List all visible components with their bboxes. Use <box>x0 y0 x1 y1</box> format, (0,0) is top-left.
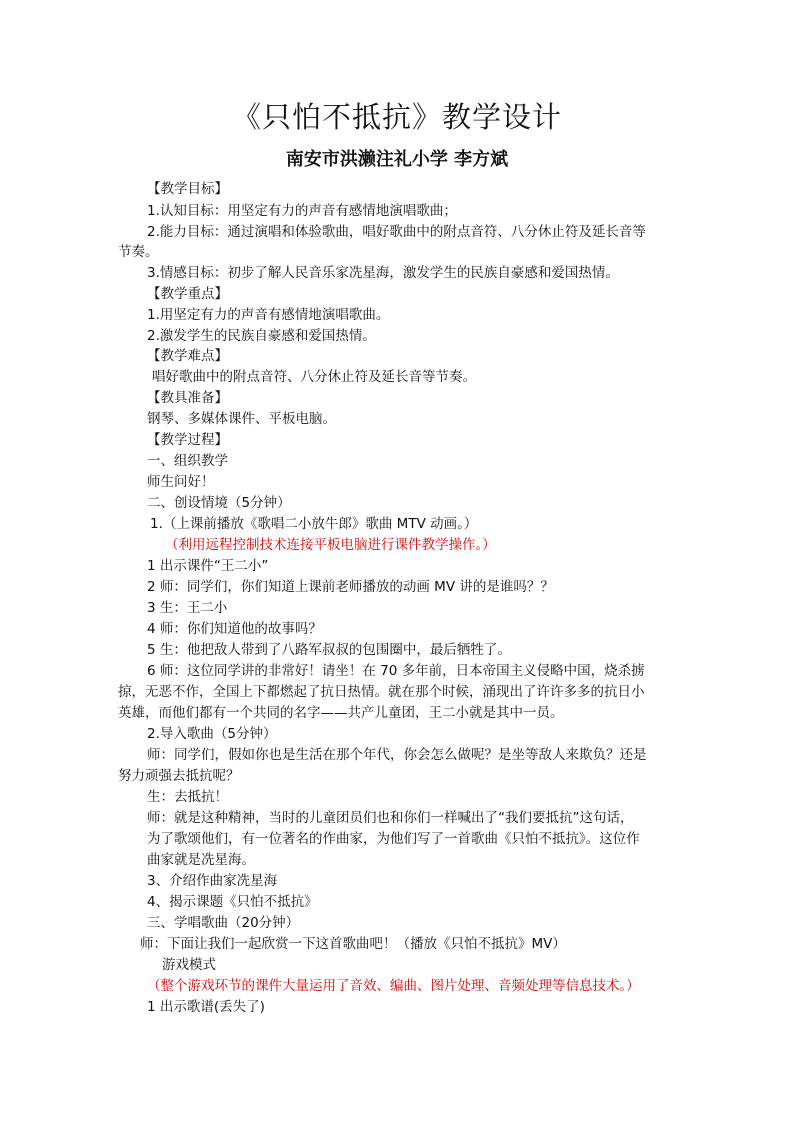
document-subtitle: 南安市洪濑注礼小学 李方斌 <box>285 149 509 170</box>
paragraph-line: 节奏。 <box>118 244 159 260</box>
paragraph-line: 3.情感目标：初步了解人民音乐家冼星海，激发学生的民族自豪感和爱国热情。 <box>147 265 619 281</box>
paragraph-line: 4、揭示课题《只怕不抵抗》 <box>147 894 318 910</box>
paragraph-line: 师生问好！ <box>147 474 215 490</box>
paragraph-line: 三、学唱歌曲（20分钟） <box>147 915 300 931</box>
paragraph-line: 曲家就是冼星海。 <box>147 852 255 868</box>
paragraph-line: 1 出示课件“王二小” <box>147 558 269 574</box>
red-note: （整个游戏环节的课件大量运用了音效、编曲、图片处理、音频处理等信息技术。） <box>147 978 640 994</box>
paragraph-line: 二、创设情境（5分钟） <box>147 495 291 511</box>
paragraph-line: 4 师：你们知道他的故事吗？ <box>147 621 322 637</box>
paragraph-line: 唱好歌曲中的附点音符、八分休止符及延长音等节奏。 <box>152 369 476 385</box>
paragraph-line: 1.用坚定有力的声音有感情地演唱歌曲。 <box>147 307 390 323</box>
section-heading-process: 【教学过程】 <box>147 432 228 448</box>
paragraph-line: 师：就是这种精神，当时的儿童团员们也和你们一样喊出了“我们要抵抗”这句话， <box>147 810 634 826</box>
paragraph-line: 游戏模式 <box>162 957 216 973</box>
paragraph-line: 英雄，而他们都有一个共同的名字——共产儿童团，王二小就是其中一员。 <box>118 705 564 721</box>
section-heading-materials: 【教具准备】 <box>147 390 228 406</box>
paragraph-line: 2.激发学生的民族自豪感和爱国热情。 <box>147 328 376 344</box>
paragraph-line: 为了歌颂他们，有一位著名的作曲家，为他们写了一首歌曲《只怕不抵抗》。这位作 <box>147 831 640 847</box>
paragraph-line: 2.能力目标：通过演唱和体验歌曲，唱好歌曲中的附点音符、八分休止符及延长音等 <box>147 224 646 240</box>
section-heading-objectives: 【教学目标】 <box>147 181 228 197</box>
paragraph-line: 师：同学们，假如你也是生活在那个年代，你会怎么做呢？是坐等敌人来欺负？还是 <box>147 747 647 763</box>
paragraph-line: 5 生：他把敌人带到了八路军叔叔的包围圈中，最后牺牲了。 <box>147 642 511 658</box>
section-heading-key-points: 【教学重点】 <box>147 286 228 302</box>
paragraph-line: 钢琴、多媒体课件、平板电脑。 <box>147 411 336 427</box>
paragraph-line: 1 出示歌谱(丢失了) <box>147 999 265 1015</box>
paragraph-line: 3 生：王二小 <box>147 600 228 616</box>
red-note: （利用远程控制技术连接平板电脑进行课件教学操作。） <box>165 537 496 553</box>
paragraph-line: 1.认知目标：用坚定有力的声音有感情地演唱歌曲； <box>147 203 457 219</box>
section-heading-difficulties: 【教学难点】 <box>147 348 228 364</box>
paragraph-line: 掠，无恶不作，全国上下都燃起了抗日热情。就在那个时候，涌现出了许许多多的抗日小 <box>118 684 645 700</box>
paragraph-line: 一、组织教学 <box>147 453 228 469</box>
paragraph-line: 2.导入歌曲（5分钟） <box>147 726 277 742</box>
document-title: 《只怕不抵抗》教学设计 <box>231 100 562 134</box>
paragraph-line: 1.（上课前播放《歌唱二小放牛郎》歌曲 MTV 动画。） <box>150 516 478 532</box>
paragraph-line: 生：去抵抗！ <box>147 789 228 805</box>
paragraph-line: 3、介绍作曲家冼星海 <box>147 873 278 889</box>
paragraph-line: 2 师：同学们，你们知道上课前老师播放的动画 MV 讲的是谁吗？？ <box>147 579 554 595</box>
paragraph-line: 6 师：这位同学讲的非常好！请坐！在 70 多年前，日本帝国主义侵略中国，烧杀掳 <box>147 663 645 679</box>
paragraph-line: 师：下面让我们一起欣赏一下这首歌曲吧！（播放《只怕不抵抗》MV） <box>140 936 566 952</box>
paragraph-line: 努力顽强去抵抗呢？ <box>118 768 240 784</box>
